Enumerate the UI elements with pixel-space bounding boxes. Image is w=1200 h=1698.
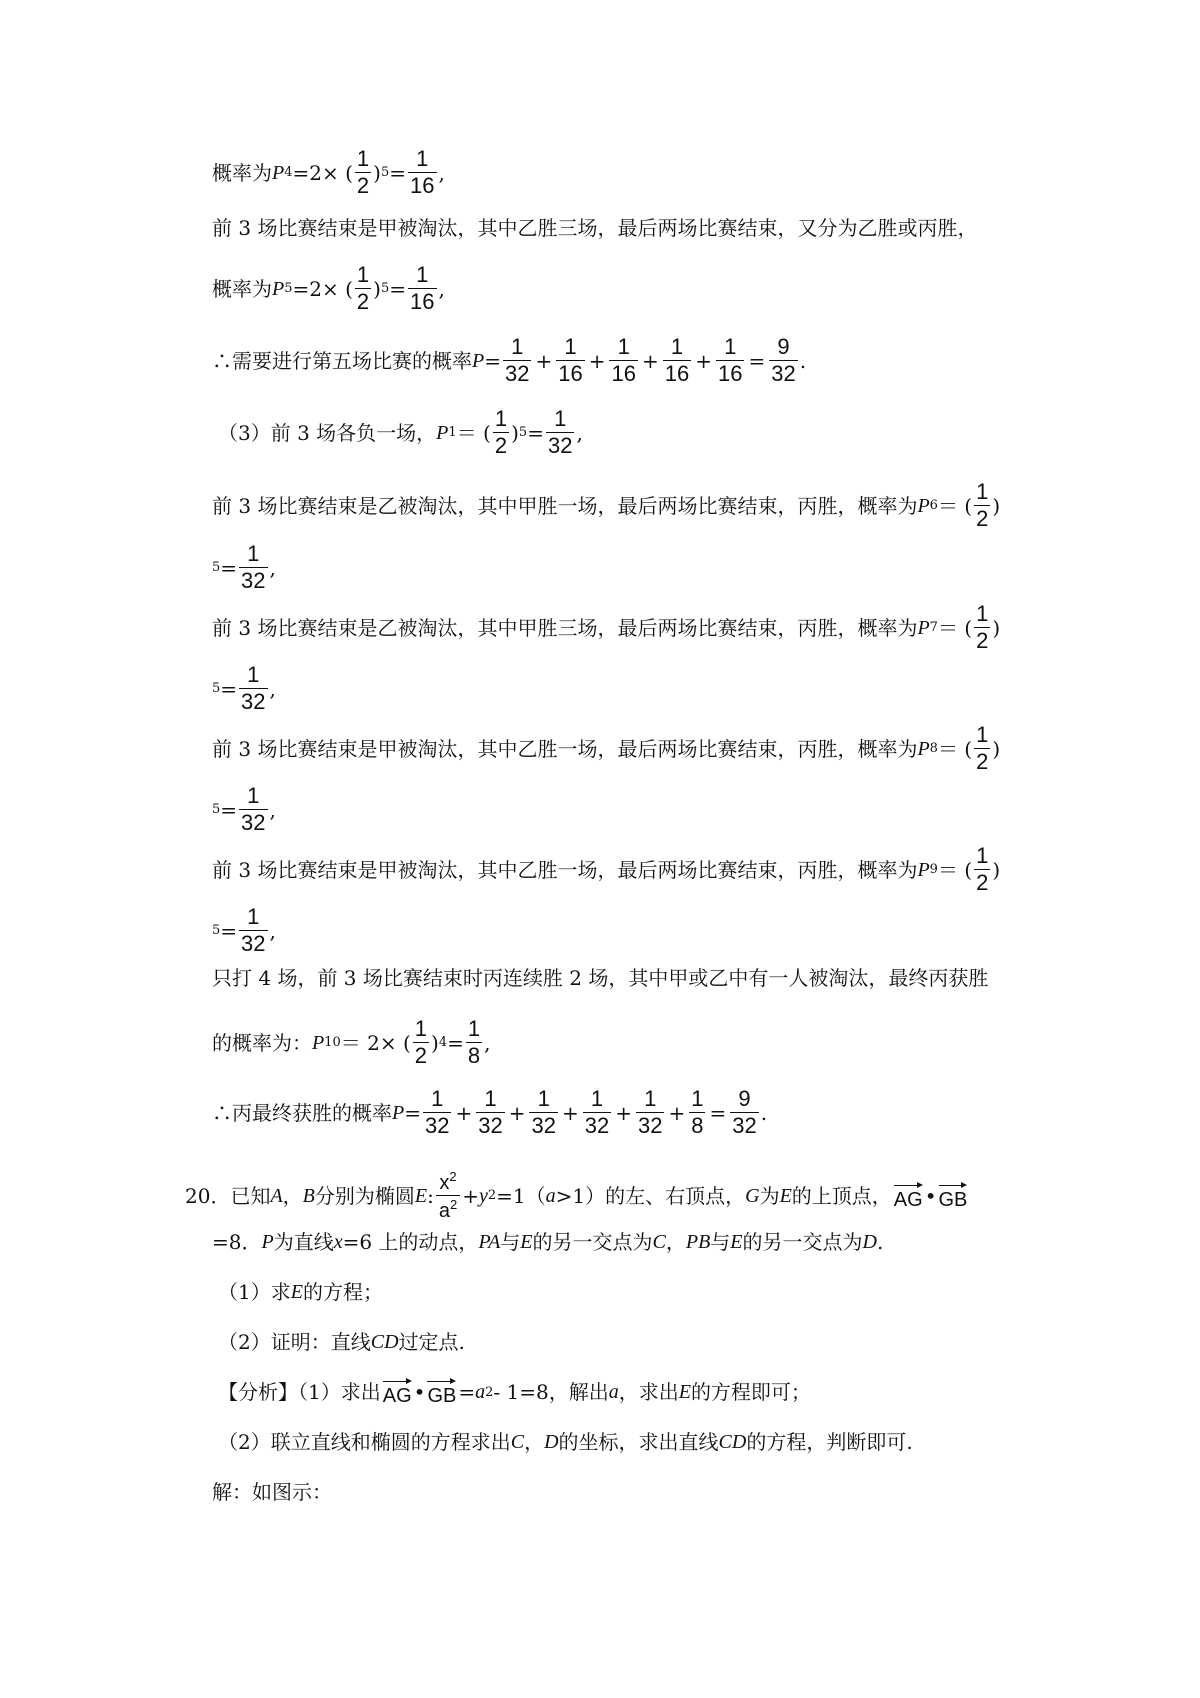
denominator: 32 — [241, 810, 266, 835]
var: P — [272, 277, 285, 300]
var: E — [520, 1231, 533, 1253]
text-line — [212, 603, 1040, 652]
text: ) — [992, 615, 1001, 640]
text: = — [220, 797, 238, 822]
text: : — [427, 1183, 434, 1208]
text: = — [389, 160, 407, 185]
text-line — [212, 785, 1040, 834]
numerator: 1 — [976, 722, 989, 747]
text: 的坐标，求出直线 — [558, 1430, 719, 1454]
denominator: 16 — [717, 361, 743, 386]
numerator: 1 — [484, 1086, 497, 1111]
var: E — [779, 1184, 792, 1207]
text: 解：如图示： — [212, 1480, 332, 1504]
superscript: 5 — [380, 281, 390, 296]
subscript: 6 — [929, 498, 938, 513]
text: =8． — [212, 1230, 262, 1254]
denominator: 32 — [732, 1113, 757, 1138]
text: 为 — [759, 1183, 780, 1208]
var: P — [917, 737, 930, 760]
equals: = — [709, 1100, 727, 1125]
text: 前 3 场比赛结束是甲被淘汰，其中乙胜三场，最后两场比赛结束，又分为乙胜或丙胜， — [212, 216, 978, 240]
plus: + — [615, 1100, 632, 1125]
superscript: 2 — [449, 1169, 457, 1184]
text: • — [924, 1183, 937, 1208]
fraction — [974, 481, 990, 530]
numerator: 1 — [494, 406, 508, 431]
fraction — [408, 148, 436, 197]
text: ) — [992, 736, 1001, 761]
var: PA — [478, 1231, 501, 1253]
text: =1（ — [496, 1183, 546, 1208]
superscript: 5 — [212, 923, 221, 938]
denominator: 16 — [611, 361, 636, 386]
var: D — [862, 1231, 877, 1253]
var: C — [510, 1431, 525, 1453]
text-line — [212, 968, 1040, 988]
numerator: 1 — [247, 662, 260, 687]
denominator: 32 — [584, 1113, 610, 1138]
text: = — [447, 1030, 464, 1055]
text: ) — [992, 493, 1001, 518]
fraction — [546, 408, 574, 457]
text: , — [438, 276, 445, 301]
text: . — [876, 1230, 884, 1254]
text: , — [269, 555, 276, 580]
text: ) — [992, 857, 1001, 882]
fraction — [716, 336, 744, 385]
question-number: 20． — [185, 1183, 231, 1208]
text-line — [212, 664, 1040, 713]
text: ) — [511, 420, 519, 445]
denominator: 32 — [241, 568, 266, 593]
fraction — [239, 664, 267, 713]
text-line — [212, 1482, 1040, 1502]
subscript: 8 — [929, 741, 938, 756]
fraction — [689, 1088, 705, 1137]
numerator: 1 — [416, 262, 429, 287]
text: （2）联立直线和椭圆的方程求出 — [218, 1430, 511, 1454]
text: = — [220, 555, 238, 580]
numerator: 1 — [554, 406, 567, 431]
denominator: 2 — [356, 289, 370, 314]
fraction — [974, 603, 990, 652]
analysis-line — [218, 1378, 1040, 1406]
text: 的上顶点， — [791, 1183, 892, 1208]
text-line — [212, 218, 1040, 238]
vector — [427, 1378, 456, 1406]
denominator: 32 — [771, 361, 796, 386]
text: ) — [431, 1030, 439, 1055]
arrow-icon — [939, 1182, 968, 1190]
numerator: 1 — [976, 601, 989, 626]
numerator: 1 — [976, 843, 989, 868]
subscript: 10 — [324, 1035, 341, 1050]
denominator: 2 — [976, 870, 989, 895]
numerator: 9 — [738, 1086, 751, 1111]
var: a — [545, 1184, 556, 1207]
fraction — [609, 336, 637, 385]
text: 的方程即可； — [690, 1380, 811, 1404]
question-20 — [185, 1168, 1040, 1223]
equals: = — [748, 348, 766, 373]
superscript: 5 — [212, 681, 221, 696]
text: = — [404, 1100, 421, 1125]
var: P — [917, 858, 930, 881]
var: CD — [718, 1431, 747, 1453]
denominator: 32 — [531, 1113, 556, 1138]
text: 的方程，判断即可. — [746, 1430, 913, 1454]
text: GB — [938, 1188, 968, 1211]
text: >1）的左、右顶点， — [555, 1183, 746, 1208]
denominator: 32 — [241, 931, 266, 956]
text: 前 3 场比赛结束是乙被淘汰，其中甲胜一场，最后两场比赛结束，丙胜，概率为 — [212, 493, 918, 518]
plus: + — [508, 1100, 526, 1125]
var: P — [261, 1231, 274, 1253]
numerator: 1 — [644, 1086, 657, 1111]
text: 过定点. — [398, 1330, 465, 1354]
var: E — [414, 1184, 428, 1207]
text: 为直线 — [273, 1230, 334, 1254]
fraction — [355, 264, 371, 313]
denominator: 2 — [976, 749, 989, 774]
fraction — [239, 906, 267, 955]
superscript: 5 — [212, 802, 221, 817]
text: ∴需要进行第五场比赛的概率 — [212, 348, 472, 373]
superscript: 4 — [438, 1035, 448, 1050]
numerator: 1 — [416, 146, 429, 171]
text: 与 — [500, 1230, 521, 1254]
fraction — [556, 336, 584, 385]
subscript: 1 — [448, 425, 457, 440]
vector — [939, 1182, 968, 1210]
var: B — [302, 1184, 315, 1207]
text: + — [462, 1183, 479, 1208]
text-line — [212, 148, 1040, 197]
plus: + — [588, 348, 606, 373]
var: PB — [685, 1231, 711, 1253]
numerator: 9 — [777, 334, 790, 359]
superscript: 5 — [212, 560, 221, 575]
plus: + — [455, 1100, 473, 1125]
fraction — [239, 785, 267, 834]
text: 与 — [710, 1230, 731, 1254]
subscript: 9 — [929, 862, 938, 877]
text: （1）求 — [218, 1280, 291, 1304]
text-line — [212, 1232, 1040, 1252]
text: . — [760, 1100, 768, 1125]
numerator: 1 — [431, 1086, 444, 1111]
text: 的概率为： — [212, 1030, 312, 1055]
var: a — [475, 1381, 486, 1403]
numerator: 1 — [617, 334, 630, 359]
var: P — [436, 421, 449, 444]
text-line — [212, 1088, 1040, 1137]
numerator: 1 — [247, 783, 260, 808]
superscript: 2 — [487, 1188, 497, 1203]
text: 只打 4 场，前 3 场比赛结束时丙连续胜 2 场，其中甲或乙中有一人被淘汰，最终丙获胜 — [212, 966, 989, 990]
fraction — [636, 1088, 664, 1137]
text: 前 3 场比赛结束是甲被淘汰，其中乙胜一场，最后两场比赛结束，丙胜，概率为 — [212, 857, 918, 882]
denominator: 8 — [467, 1043, 481, 1068]
text: , — [269, 676, 276, 701]
text: x — [439, 1172, 450, 1194]
plus: + — [535, 348, 553, 373]
text: 概率为 — [212, 160, 272, 185]
text-line — [218, 1432, 1040, 1452]
fraction — [730, 1088, 758, 1137]
fraction — [423, 1088, 451, 1137]
text-line — [218, 1282, 1040, 1302]
text: =2× ( — [292, 160, 353, 185]
text: a — [438, 1200, 450, 1222]
denominator: 32 — [504, 361, 530, 386]
text: =2× ( — [292, 276, 353, 301]
denominator — [436, 1195, 460, 1223]
text: ， — [665, 1230, 686, 1254]
numerator: 1 — [356, 262, 370, 287]
denominator: 2 — [976, 506, 989, 531]
fraction — [663, 336, 691, 385]
text: 分别为椭圆 — [314, 1183, 415, 1208]
var: E — [678, 1381, 691, 1403]
var: G — [745, 1184, 760, 1207]
var: CD — [370, 1331, 399, 1353]
superscript: 2 — [485, 1384, 494, 1400]
subscript: 5 — [284, 281, 293, 296]
text: , — [269, 797, 276, 822]
numerator: 1 — [467, 1016, 481, 1041]
text-line — [212, 543, 1040, 592]
vector — [894, 1182, 923, 1210]
text: AG — [382, 1385, 412, 1407]
denominator: 32 — [424, 1113, 450, 1138]
text: = — [220, 918, 238, 943]
var: P — [917, 494, 930, 517]
text: （3）前 3 场各负一场， — [218, 420, 437, 445]
vector — [383, 1378, 412, 1406]
text: ， — [282, 1183, 303, 1208]
text: 概率为 — [212, 276, 272, 301]
text: • — [413, 1380, 426, 1404]
plus: + — [641, 348, 659, 373]
numerator: 1 — [670, 334, 684, 359]
denominator: 16 — [410, 173, 435, 198]
text: = — [458, 1380, 476, 1404]
numerator: 1 — [247, 541, 260, 566]
fraction — [974, 724, 990, 773]
denominator: 2 — [976, 628, 989, 653]
text: 已知 — [230, 1183, 271, 1208]
denominator: 32 — [241, 689, 266, 714]
fraction — [408, 264, 436, 313]
fraction — [413, 1018, 429, 1067]
numerator: 1 — [564, 334, 577, 359]
var: P — [472, 349, 485, 372]
plus: + — [668, 1100, 686, 1125]
denominator: 2 — [414, 1043, 428, 1068]
text: ， — [524, 1430, 545, 1454]
numerator: 1 — [537, 1086, 550, 1111]
denominator: 32 — [637, 1113, 663, 1138]
text: ∴丙最终获胜的概率 — [212, 1100, 392, 1125]
text-line — [212, 906, 1040, 955]
text: 的另一交点为 — [742, 1230, 863, 1254]
var: D — [544, 1431, 559, 1453]
text-line — [212, 845, 1040, 894]
var: a — [608, 1381, 619, 1403]
var: P — [917, 616, 930, 639]
subscript: 7 — [929, 620, 938, 635]
denominator: 16 — [664, 361, 690, 386]
var: A — [270, 1184, 283, 1207]
var: y — [478, 1184, 488, 1207]
fraction — [493, 408, 509, 457]
var: P — [392, 1101, 405, 1124]
fraction — [476, 1088, 504, 1137]
text: ＝ ( — [937, 857, 973, 882]
fraction — [239, 543, 267, 592]
arrow-icon — [894, 1182, 923, 1190]
fraction — [529, 1088, 557, 1137]
text: , — [269, 918, 276, 943]
text: ) — [373, 276, 381, 301]
fraction — [583, 1088, 611, 1137]
text: GB — [427, 1385, 457, 1407]
var: E — [290, 1281, 303, 1303]
text: =6 上的动点， — [342, 1230, 479, 1254]
arrow-icon — [427, 1378, 456, 1386]
text: 前 3 场比赛结束是甲被淘汰，其中乙胜一场，最后两场比赛结束，丙胜，概率为 — [212, 736, 918, 761]
denominator: 32 — [547, 433, 573, 458]
text: = — [484, 348, 501, 373]
text-line — [212, 336, 1040, 385]
text: ＝ ( — [937, 736, 973, 761]
text-line — [212, 1018, 1040, 1067]
superscript: 5 — [518, 425, 528, 440]
subscript: 4 — [284, 165, 293, 180]
numerator: 1 — [976, 479, 989, 504]
numerator: 1 — [691, 1086, 704, 1111]
var: C — [652, 1231, 666, 1253]
text: = — [389, 276, 407, 301]
text-line — [212, 724, 1040, 773]
text: 前 3 场比赛结束是乙被淘汰，其中甲胜三场，最后两场比赛结束，丙胜，概率为 — [212, 615, 918, 640]
var: P — [312, 1031, 325, 1054]
text: ＝ 2× ( — [340, 1030, 411, 1055]
numerator: 1 — [414, 1016, 428, 1041]
text: ＝ ( — [937, 615, 973, 640]
text: ＝ ( — [456, 420, 491, 445]
text: 的方程； — [302, 1280, 383, 1304]
text-line — [218, 408, 1040, 457]
text: 【分析】（1）求出 — [218, 1380, 381, 1404]
text: , — [438, 160, 445, 185]
plus: + — [695, 348, 712, 373]
text: 的另一交点为 — [532, 1230, 653, 1254]
text: = — [527, 420, 544, 445]
numerator: 1 — [724, 334, 737, 359]
numerator: 1 — [247, 904, 260, 929]
denominator: 16 — [558, 361, 583, 386]
text: = — [220, 676, 238, 701]
arrow-icon — [383, 1378, 412, 1386]
var: x — [333, 1231, 343, 1253]
var: E — [730, 1231, 743, 1253]
text: , — [484, 1030, 491, 1055]
text: ＝ ( — [937, 493, 973, 518]
denominator: 8 — [691, 1113, 704, 1138]
superscript: 5 — [380, 165, 390, 180]
text-line — [212, 264, 1040, 313]
fraction — [355, 148, 371, 197]
numerator: 1 — [590, 1086, 604, 1111]
text: ，求出 — [618, 1380, 679, 1404]
superscript: 2 — [449, 1197, 458, 1212]
denominator: 2 — [356, 173, 370, 198]
plus: + — [561, 1100, 579, 1125]
fraction — [769, 336, 797, 385]
numerator — [436, 1168, 459, 1195]
text: . — [799, 348, 807, 373]
denominator: 2 — [494, 433, 508, 458]
denominator: 16 — [410, 289, 435, 314]
text-line — [212, 481, 1040, 530]
text: ) — [373, 160, 381, 185]
var: P — [272, 161, 285, 184]
fraction — [466, 1018, 482, 1067]
fraction — [436, 1168, 460, 1223]
text-line — [218, 1332, 1040, 1352]
fraction — [974, 845, 990, 894]
numerator: 1 — [511, 334, 524, 359]
numerator: 1 — [356, 146, 370, 171]
denominator: 32 — [478, 1113, 503, 1138]
text: - 1=8，解出 — [493, 1380, 609, 1404]
fraction — [503, 336, 531, 385]
text: （2）证明：直线 — [218, 1330, 371, 1354]
text: AG — [893, 1188, 923, 1211]
text: , — [576, 420, 583, 445]
